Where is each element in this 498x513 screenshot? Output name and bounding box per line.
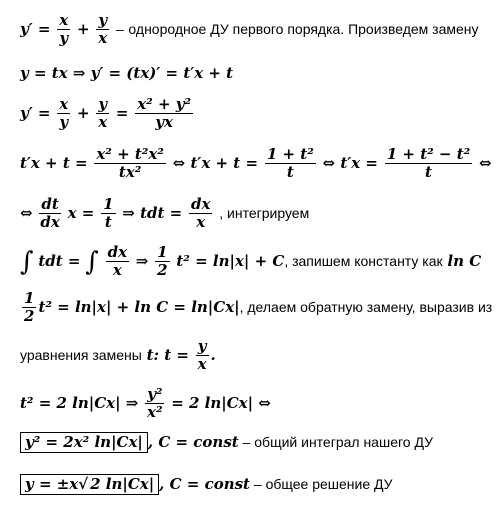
boxed-result: y² = 2x² ln|Cx|: [20, 432, 148, 453]
fraction: $\frac{1}{t}$: [103, 195, 114, 232]
integral-sign: ∫: [20, 246, 34, 277]
fraction: $\frac{1}{2}$: [157, 243, 168, 280]
fraction: $\frac{\text{x² + y²}}{yx}$: [137, 95, 192, 132]
integral-sign: ∫: [85, 246, 99, 277]
line-10: y² = 2x² ln|Cx| , C = const – общий интеграл нашего ДУ: [20, 432, 433, 453]
line-3: y′ = $\frac{x}{y}$ + $\frac{y}{x}$ = $\frac{\text{x² + y²}}{yx}$: [20, 95, 192, 132]
sqrt-icon: √: [78, 475, 89, 493]
line-9: t² = 2 ln|Cx| ⇒ $\frac{\text{y²}}{\text{x²}}$ = 2 ln|Cx| ⇔: [20, 385, 271, 422]
fraction: $\frac{x}{y}$: [59, 11, 69, 48]
fraction: $\frac{y}{x}$: [98, 95, 108, 132]
fraction: $\frac{\text{x² + t²x²}}{\text{tx²}}$: [96, 145, 164, 182]
line-8: уравнения замены t: t = $\frac{y}{x}$ .: [20, 337, 216, 374]
fraction: $\frac{1}{2}$: [24, 289, 35, 326]
fraction: $\frac{\text{1 + t²}}{t}$: [266, 145, 314, 182]
line-5: ⇔ $\frac{dt}{dx}$ x = $\frac{1}{t}$ ⇒ tdt = $\frac{dx}{x}$ , интегрируем: [20, 195, 310, 232]
line-1: y′ = $\frac{x}{y}$ + $\frac{y}{x}$ – однородное ДУ первого порядка. Произведем замену: [20, 11, 479, 48]
line-11: y = ±x√ 2 ln|Cx| , C = const – общее решение ДУ: [20, 474, 393, 495]
fraction: $\frac{dx}{x}$: [107, 243, 128, 280]
boxed-result: y = ±x√ 2 ln|Cx|: [20, 474, 159, 495]
fraction: $\frac{y}{x}$: [98, 11, 108, 48]
fraction: $\frac{dx}{x}$: [191, 195, 211, 232]
fraction: $\frac{y}{x}$: [197, 337, 207, 374]
fraction: $\frac{\text{y²}}{\text{x²}}$: [147, 385, 163, 422]
fraction: $\frac{dt}{dx}$: [40, 195, 60, 232]
line-6: ∫ tdt = ∫ $\frac{dx}{x}$ ⇒ $\frac{1}{2}$ t² = ln|x| + C, запишем константу как ln C: [20, 243, 482, 280]
line-4: t′x + t = $\frac{\text{x² + t²x²}}{\text{tx²}}$ ⇔ t′x + t = $\frac{\text{1 + t²}}{t}$ ⇔ t′x = $\frac{\text{1 + t² − t²}}{t}$ ⇔: [20, 145, 492, 182]
fraction: $\frac{\text{1 + t² − t²}}{t}$: [386, 145, 471, 182]
line-2: y = tx ⇒ y′ = (tx)′ = t′x + t: [20, 64, 234, 82]
fraction: $\frac{x}{y}$: [59, 95, 69, 132]
line-7: $\frac{1}{2}$ t² = ln|x| + ln C = ln|Cx|, делаем обратную замену, выразив из: [24, 289, 493, 326]
text: однородное ДУ первого порядка. Произведем замену: [128, 20, 479, 37]
